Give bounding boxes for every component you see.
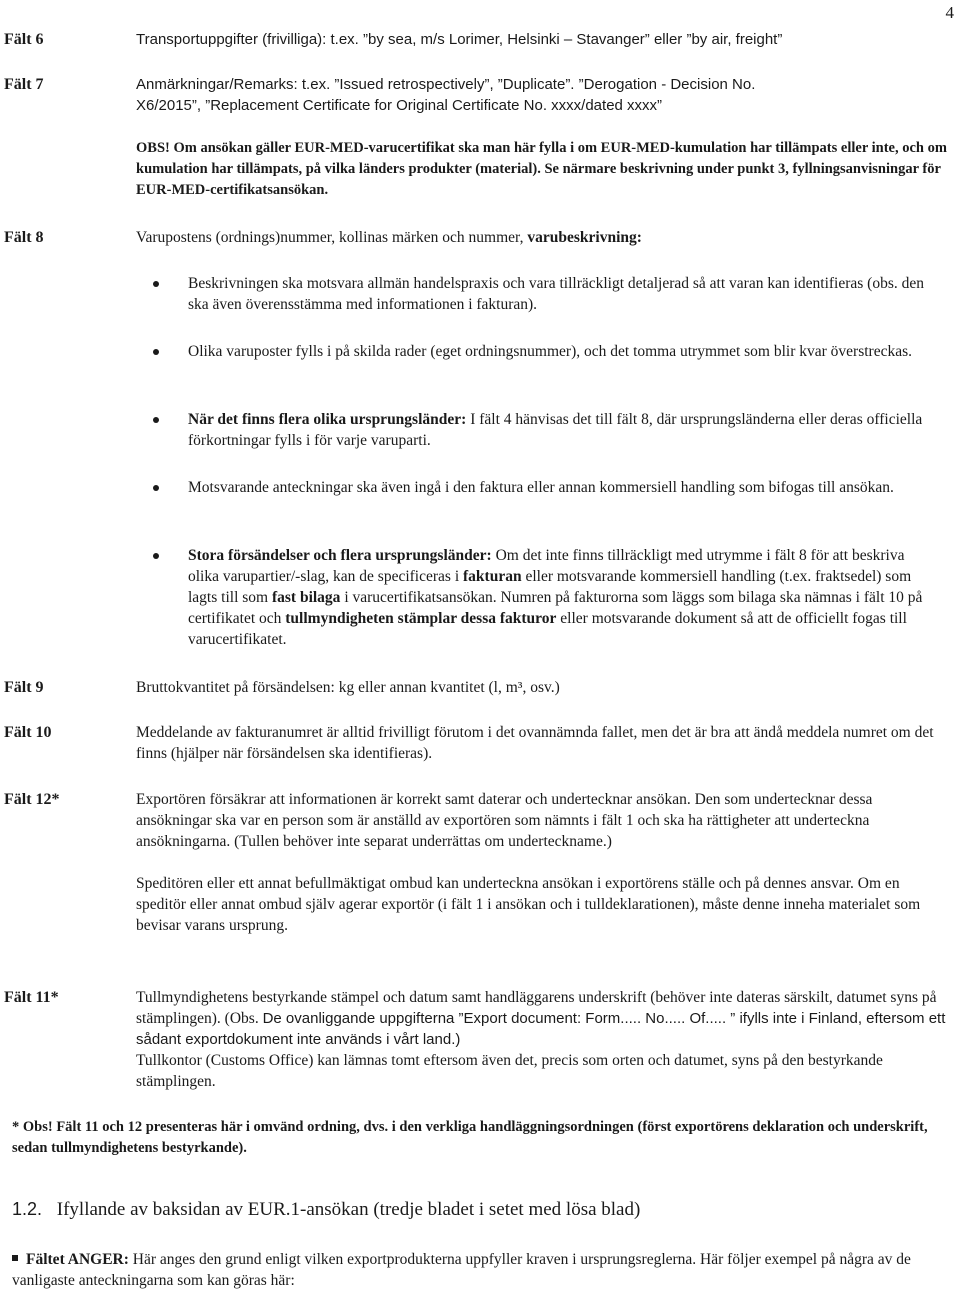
field-7-remarks [136,74,948,116]
field-11-text [136,987,948,1092]
field-8-intro-bold: varubeskrivning: [527,229,642,246]
bullet-5-text-3: i varucertifikatsansökan. Numren på fakturorna som läggs som bilaga ska nämnas i fält 10 på certifikatet och [188,589,923,627]
field-10-label: Fält 10 [4,724,52,741]
bullet-icon [153,485,159,491]
obs-text-1: OBS! Om ansökan gäller EUR-MED-varucertifikat ska man här fylla i om EUR-MED-kumulation har tillämpats eller inte, och om kumulation har tillämpats, på vilka länders produkter (material). [136,140,947,177]
field-12-label: Fält 12* [4,791,60,808]
bullet-3-bold: När det finns flera olika ursprungsländer: [188,411,467,428]
section-number: 1.2. [12,1199,43,1219]
bullet-5-text-4: eller motsvarande dokument så att de officiellt fogas till varucertifikatet. [188,610,907,648]
bullet-5-bold-2: fakturan [463,568,522,585]
field-11-text-1: Tullmyndighetens bestyrkande stämpel och datum samt handläggarens underskrift (behöver inte dateras särskilt, datumet syns på stämplingen). (Obs. [136,989,937,1027]
field-8-intro [136,227,948,248]
field-7-line-1: Anmärkningar/Remarks: t.ex. ”Issued retrospectively”, ”Duplicate”. ”Derogation - Decision No. [136,76,756,93]
anger-text: Här anges den grund enligt vilken exportprodukterna uppfyller kraven i ursprungsreglerna. Här följer exempel på några av de vanligaste anteckningarna som kan göras här: [12,1251,911,1289]
field-8-bullet-list-2 [188,341,930,362]
section-heading [12,1199,640,1220]
field-8-bullet-list [188,273,930,315]
field-9-label: Fält 9 [4,679,44,696]
bullet-5-text-2: eller motsvarande kommersiell handling (t.ex. fraktsedel) som lagts till som [188,568,912,606]
bullet-icon [153,281,159,287]
field-12-paragraph-1: Exportören försäkrar att informationen är korrekt samt daterar och undertecknar ansökan. Den som undertecknar dessa ansökningar ska var en person som är anställd av exportören som nämnts i fält 1 och ska ha rättigheter att underteckna ansökningarna. (Tullen behöver inte separat underrättas om underteckname.) [136,791,873,850]
bullet-5-bold-1: Stora försändelser och flera ursprungsländer: [188,547,492,564]
bullet-5-bold-4: tullmyndigheten stämplar dessa fakturor [285,610,557,627]
field-8-bullet-list-3 [188,409,930,451]
bullet-icon [153,417,159,423]
bullet-item-3 [188,409,930,451]
field-6-text: Transportuppgifter (frivilliga): t.ex. ”by sea, m/s Lorimer, Helsinki – Stavanger” eller ”by air, freight” [136,31,783,48]
bullet-item-2 [188,341,930,362]
bullet-3-text: I fält 4 hänvisas det till fält 8, där ursprungsländerna eller deras officiella förkortningar fylls i för varje varuparti. [188,411,923,449]
field-8-bullet-list-4 [188,477,930,498]
field-7-label: Fält 7 [4,76,44,93]
bullet-item-5 [188,545,930,650]
field-7-obs-text [136,138,948,201]
field-11-customs-office: Tullkontor (Customs Office) kan lämnas tomt eftersom även det, precis som orten och datumet, syns på den bestyrkande stämplingen. [136,1052,883,1090]
bullet-1-text: Beskrivningen ska motsvara allmän handelspraxis och vara tillräckligt detaljerad så att varan kan identifieras (obs. den ska även överensstämma med informationen i fakturan). [188,275,925,313]
bullet-icon [153,553,159,559]
bullet-5-bold-3: fast bilaga [271,589,341,606]
field-11-label: Fält 11* [4,989,59,1006]
field-8-label: Fält 8 [4,229,44,246]
bullet-5-text-1: Om det inte finns tillräckligt med utrymme i fält 8 för att beskriva olika varupartier/-slag, kan de specificeras i [188,547,905,585]
order-note: * Obs! Fält 11 och 12 presenteras här i omvänd ordning, dvs. i den verkliga handläggningsordningen (först exportörens deklaration och underskrift, sedan tullmyndighetens bestyrkande). [12,1119,928,1156]
square-bullet-icon [12,1255,18,1261]
field-7-line-2: X6/2015”, ”Replacement Certificate for Original Certificate No. xxxx/dated xxxx” [136,97,663,114]
field-11-text-2: De ovanliggande uppgifterna ”Export document: Form..... No..... Of..... ” ifylls inte i Finland, eftersom ett sådant exportdokument inte används i vårt land.) [136,1010,946,1048]
field-12-text [136,789,948,936]
bullet-item-4 [188,477,930,498]
field-8-intro-text: Varupostens (ordnings)nummer, kollinas märken och nummer, [136,229,528,246]
anger-bold: Fältet ANGER: [26,1251,129,1268]
bullet-item-1 [188,273,930,315]
field-12-paragraph-2: Speditören eller ett annat befullmäktigat ombud kan underteckna ansökan i exportörens ställe och på dennes ansvar. Om en speditör eller annat ombud själv agerar exportör (i fält 1 i ansökan och i tulldeklarationen), måste denne inneha materialet som bevisar varans ursprung. [136,875,921,934]
obs-text-2: Se närmare beskrivning under punkt 3, fyllningsanvisningar för EUR-MED-certifikatsansökan. [136,161,941,198]
field-10-text: Meddelande av fakturanumret är alltid frivilligt förutom i det ovannämnda fallet, men det är bra att ändå meddela numret om det finns (hjälper när försändelsen ska identifieras). [136,724,934,762]
field-9-text: Bruttokvantitet på försändelsen: kg eller annan kvantitet (l, m³, osv.) [136,679,560,696]
bullet-icon [153,349,159,355]
field-11-paragraph [136,987,948,1050]
section-title: Ifyllande av baksidan av EUR.1-ansökan (tredje bladet i setet med lösa blad) [56,1199,641,1220]
anger-paragraph [12,1249,940,1291]
bullet-2-text: Olika varuposter fylls i på skilda rader (eget ordningsnummer), och det tomma utrymmet som blir kvar överstreckas. [188,343,912,360]
field-6-label: Fält 6 [4,31,44,48]
field-8-bullet-list-5 [188,545,930,650]
page-number: 4 [945,3,954,22]
bullet-4-text: Motsvarande anteckningar ska även ingå i den faktura eller annan kommersiell handling som bifogas till ansökan. [188,479,894,496]
